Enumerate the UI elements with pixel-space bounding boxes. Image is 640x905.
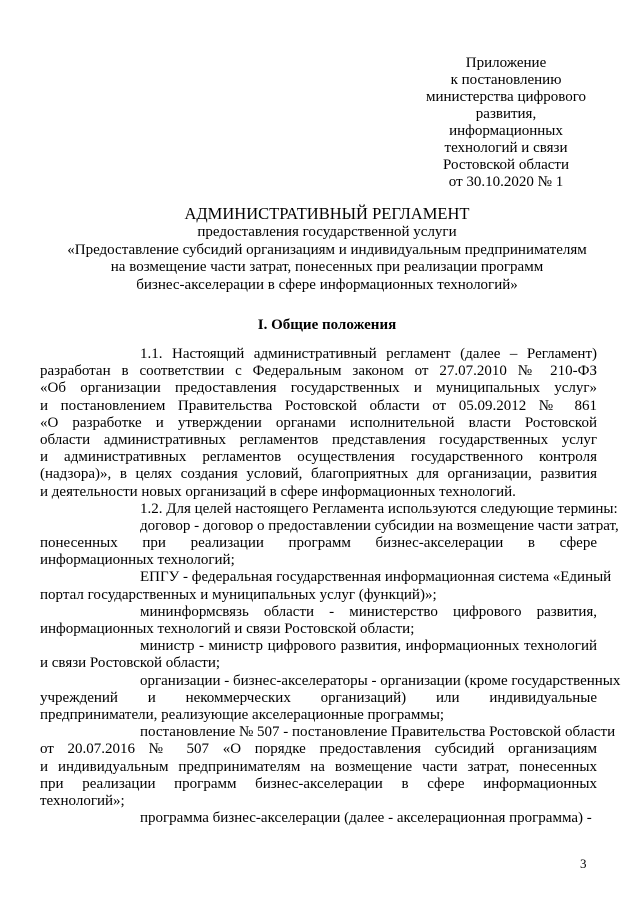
paragraph-line: и связи Ростовской области; [40,655,221,672]
document-title: АДМИНИСТРАТИВНЫЙ РЕГЛАМЕНТ [184,204,470,223]
paragraph-line: и постановлением Правительства Ростовской области от 05.09.2012 № 861 [40,397,597,414]
paragraph-line: программа бизнес-акселерации (далее - акселерационная программа) - [140,810,592,827]
paragraph-line: 1.1. Настоящий административный регламент (далее – Регламент) [140,346,597,362]
paragraph-line: и административных регламентов осуществления государственного контроля [40,449,597,466]
annex-line: технологий и связи [444,140,568,156]
paragraph-line: постановление № 507 - постановление Правительства Ростовской области [140,724,616,741]
paragraph-line: «О разработке и утверждении органами исполнительной власти Ростовской [40,414,597,431]
document-body [40,346,621,827]
paragraph-line: информационных технологий; [40,552,235,569]
paragraph-line: предприниматели, реализующие акселерационные программы; [40,706,445,723]
annex-line: министерства цифрового [426,89,586,105]
paragraph-line: и индивидуальным предпринимателям на возмещение части затрат, понесенных [40,758,597,775]
paragraph-line: и деятельности новых организаций в сфере информационных технологий. [40,483,516,500]
paragraph-line: области административных регламентов представления государственных услуг [40,431,597,448]
paragraph [40,569,612,603]
paragraph-line: «Об организации предоставления государственных и муниципальных услуг» [40,380,597,397]
paragraph-line: при реализации программ бизнес-акселерации в сфере информационных [40,775,597,792]
paragraph-line: организации - бизнес-акселераторы - организации (кроме государственных [140,672,621,689]
paragraph [40,724,616,810]
document-title-block [40,205,614,294]
annex-line: развития, [475,106,537,122]
paragraph-line: договор - договор о предоставлении субсидии на возмещение части затрат, [140,517,619,534]
paragraph-line: мининформсвязь области - министерство цифрового развития, [140,603,597,620]
paragraph-line: 1.2. Для целей настоящего Регламента используются следующие термины: [140,500,618,517]
paragraph-line: министр - министр цифрового развития, информационных технологий [140,638,597,655]
paragraph [40,346,597,501]
paragraph-line: от 20.07.2016 № 507 «О порядке предоставления субсидий организациям [40,741,597,758]
annex-line: от 30.10.2020 № 1 [448,174,564,190]
title-line: «Предоставление субсидий организациям и индивидуальным предпринимателям [67,241,587,258]
page-number: 3 [580,856,587,871]
paragraph-line: технологий»; [40,792,125,809]
paragraph [40,517,619,570]
paragraph [40,672,621,725]
annex-line: Приложение [465,55,547,71]
paragraph-line: разработан в соответствии с Федеральным законом от 27.07.2010 № 210-ФЗ [40,363,597,380]
paragraph [90,810,597,827]
annex-line: информационных [449,123,563,139]
paragraph [40,603,597,638]
paragraph-line: информационных технологий и связи Ростовской области; [40,621,415,637]
title-line: предоставления государственной услуги [197,224,457,240]
paragraph-line: понесенных при реализации программ бизнес-акселерации в сфере [40,535,597,552]
section-heading: I. Общие положения [257,317,397,333]
paragraph-line: (надзора)», в целях создания условий, благоприятных для организации, развития [40,466,597,483]
paragraph-line: портал государственных и муниципальных услуг (функций)»; [40,586,437,603]
annex-line: Ростовской области [443,157,569,173]
paragraph-line: ЕПГУ - федеральная государственная информационная система «Единый [140,569,612,586]
title-line: бизнес-акселерации в сфере информационных технологий» [136,276,518,293]
paragraph [90,500,618,518]
title-line: на возмещение части затрат, понесенных при реализации программ [110,259,544,275]
paragraph [40,638,597,672]
annex-block [396,55,616,191]
paragraph-line: учреждений и некоммерческих организаций) или индивидуальные [40,689,597,706]
annex-line: к постановлению [450,72,562,88]
